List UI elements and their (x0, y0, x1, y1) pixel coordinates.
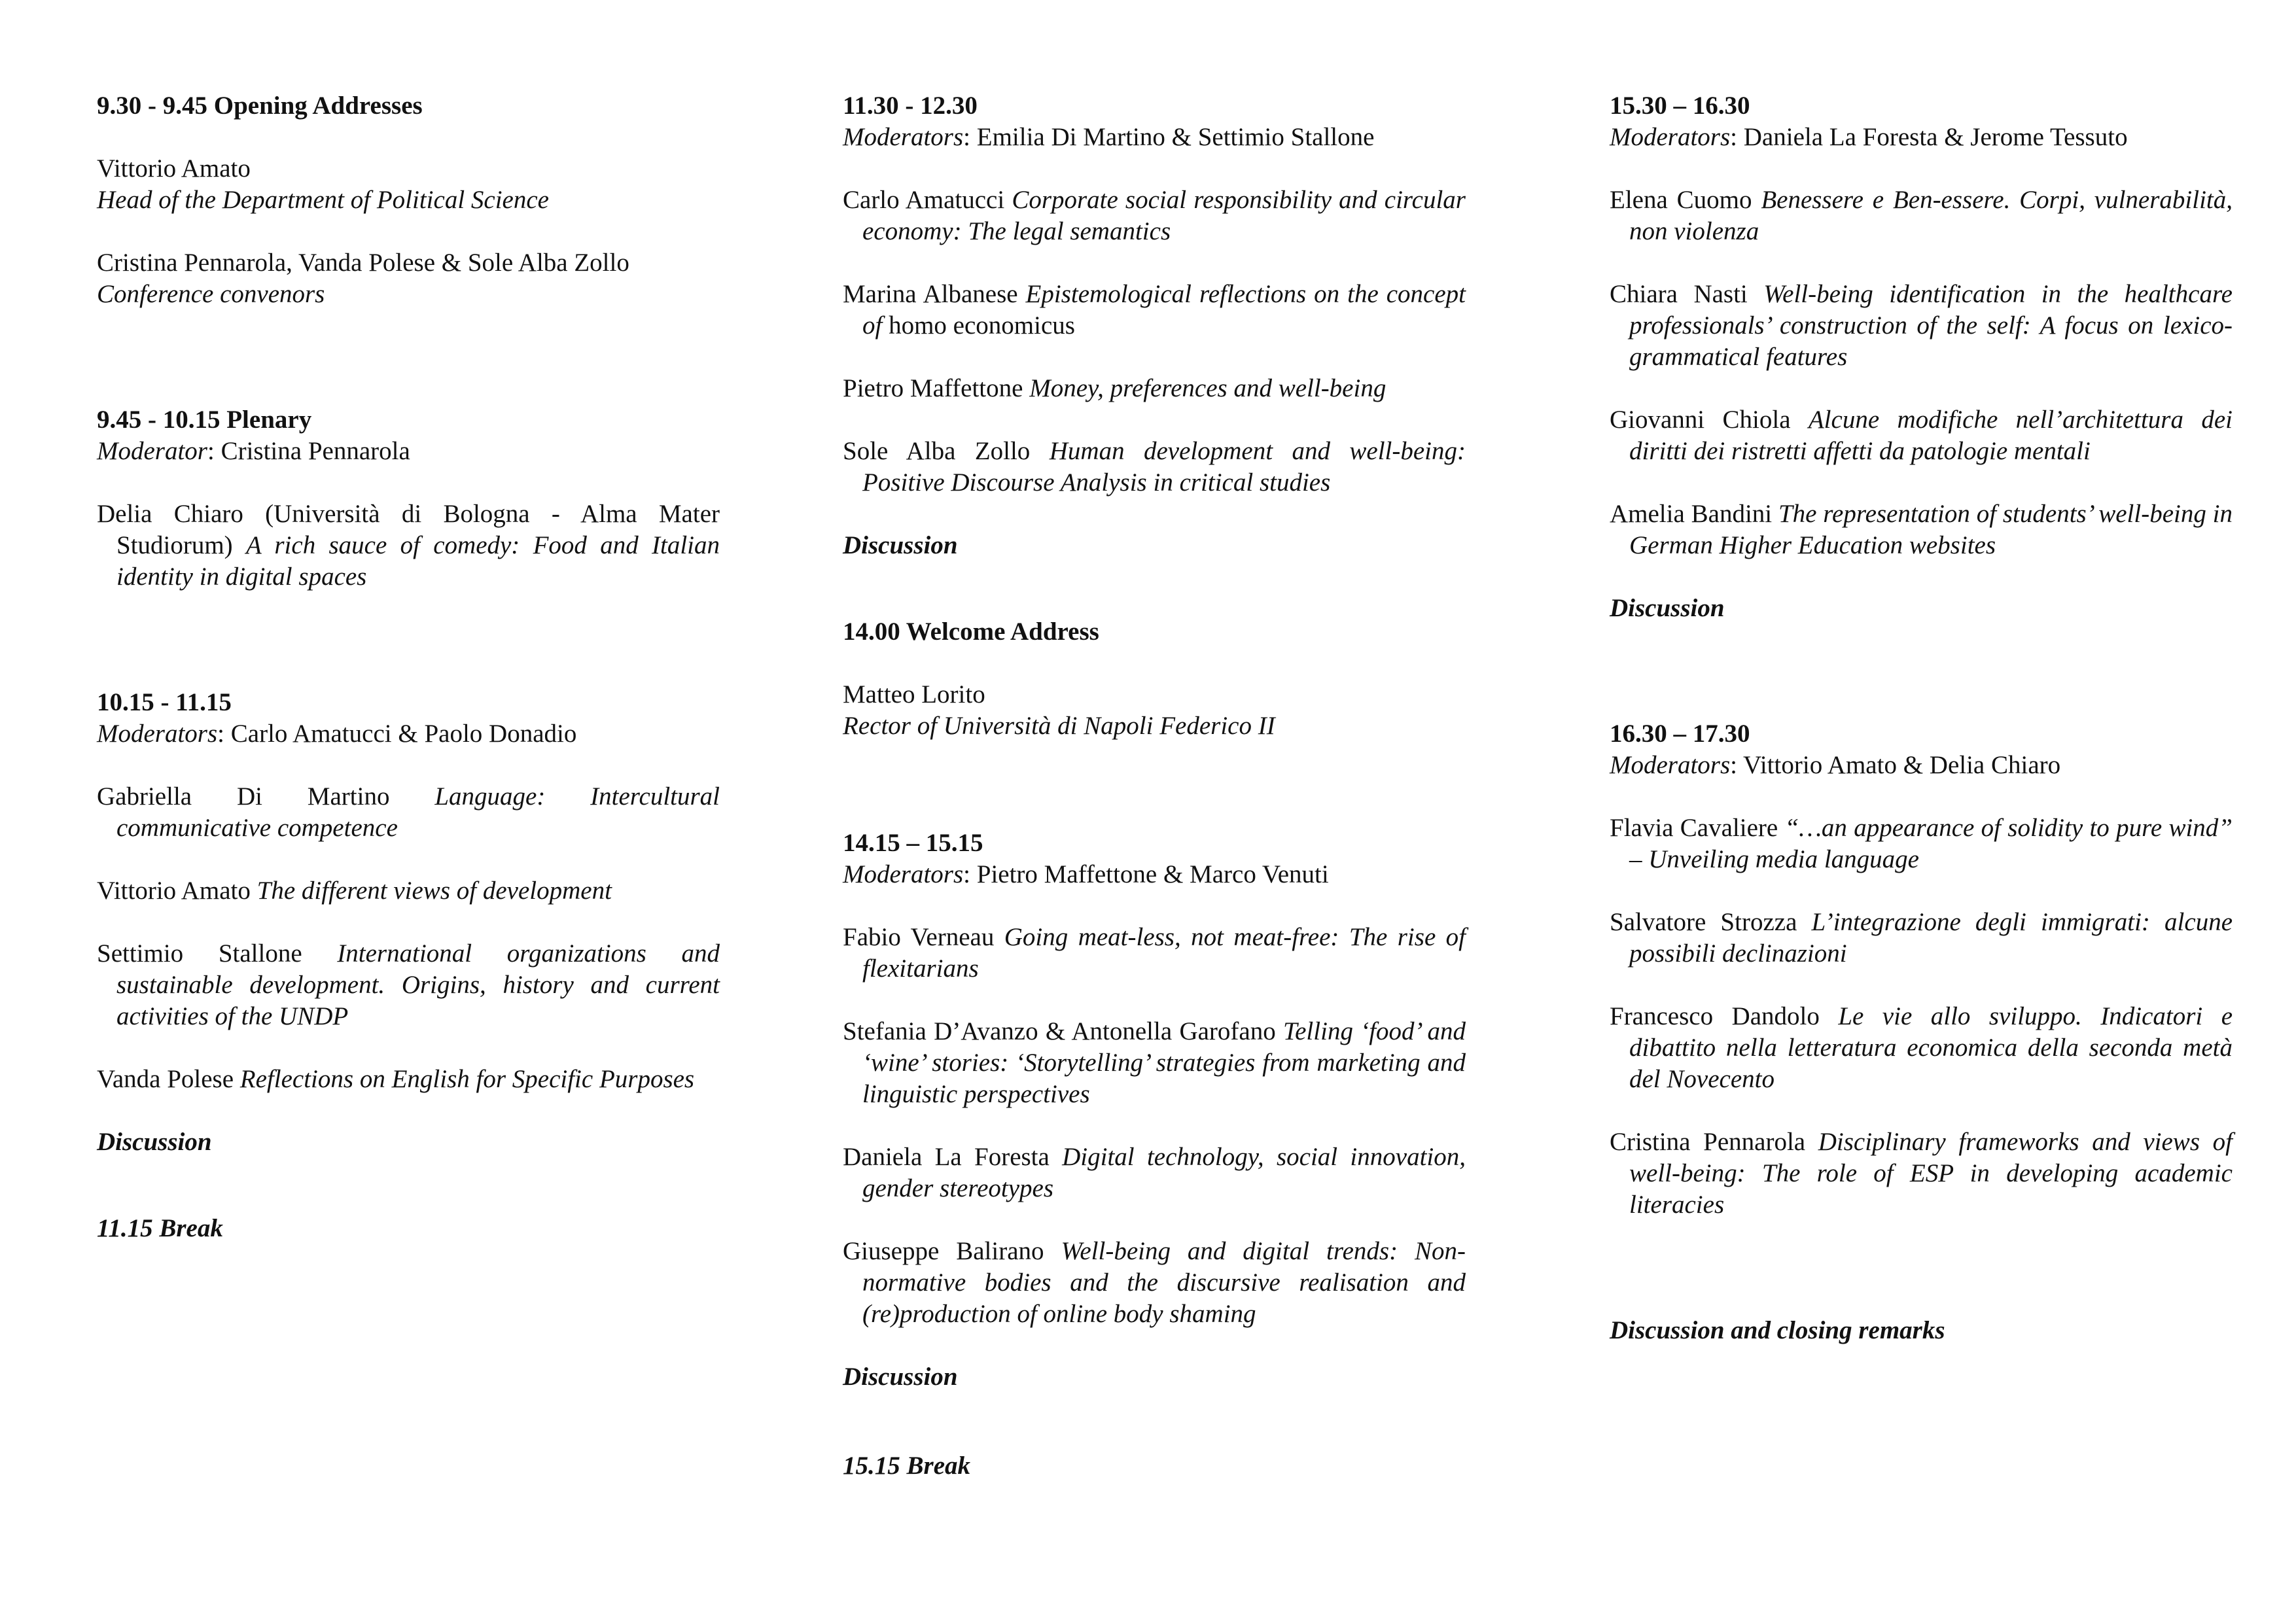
talk-title: International organizations and sustainable development. Origins, history and current activities of the UNDP (116, 939, 720, 1030)
moderators-line (843, 859, 1466, 890)
moderator-label: Moderators (1610, 751, 1731, 779)
speaker-block (97, 153, 720, 216)
session-title-1: 10.15 - 11.15 (97, 688, 232, 716)
talk-title: A rich sauce of comedy: Food and Italian identity in digital spaces (116, 531, 720, 591)
moderator-names: : Emilia Di Martino & Settimio Stallone (963, 123, 1375, 151)
talk-entry (97, 938, 720, 1032)
speaker-name: Vittorio Amato (97, 154, 251, 183)
speaker-role: Conference convenors (97, 280, 325, 308)
session-title-welcome: 14.00 Welcome Address (843, 618, 1099, 646)
talk-speaker: Francesco Dandolo (1610, 1002, 1820, 1030)
moderator-names: : Pietro Maffettone & Marco Venuti (963, 860, 1329, 888)
talk-speaker: Fabio Verneau (843, 923, 995, 951)
talk-title: Language: Intercultural communicative competence (116, 782, 720, 842)
talk-title: Human development and well-being: Positive Discourse Analysis in critical studies (862, 437, 1466, 497)
talk-speaker: Cristina Pennarola (1610, 1128, 1806, 1156)
discussion-label: Discussion (843, 531, 958, 559)
talk-entry (1610, 1126, 2233, 1221)
break-label: 11.15 Break (97, 1214, 223, 1242)
talk-title: Digital technology, social innovation, gender stereotypes (862, 1143, 1466, 1202)
talk-speaker: Pietro Maffettone (843, 374, 1023, 402)
discussion-label: Discussion (843, 1363, 958, 1391)
session-title-plenary: 9.45 - 10.15 Plenary (97, 406, 312, 434)
moderator-names: : Daniela La Foresta & Jerome Tessuto (1730, 123, 2128, 151)
talk-entry (843, 1142, 1466, 1204)
talk-entry (843, 279, 1466, 341)
talk-speaker: Sole Alba Zollo (843, 437, 1031, 465)
talk-speaker: Marina Albanese (843, 280, 1018, 308)
moderators-line (97, 718, 720, 750)
talk-speaker: Vanda Polese (97, 1065, 234, 1093)
talk-speaker: Chiara Nasti (1610, 280, 1748, 308)
talk-speaker: Flavia Cavaliere (1610, 814, 1778, 842)
talk-speaker: Vittorio Amato (97, 877, 251, 905)
column-3 (1610, 90, 2233, 1346)
talk-title: Benessere e Ben-essere. Corpi, vulnerabilità, non violenza (1629, 186, 2233, 245)
talk-title: Epistemological reflections on the concept of (862, 280, 1466, 340)
session-title-opening: 9.30 - 9.45 Opening Addresses (97, 92, 423, 120)
closing-remarks-label: Discussion and closing remarks (1610, 1316, 1945, 1344)
talk-title: Well-being and digital trends: Non-normative bodies and the discursive realisation and (re)production of online body shaming (862, 1237, 1466, 1328)
talk-title-term: homo economicus (889, 311, 1075, 340)
talk-entry (1610, 907, 2233, 969)
talk-entry (97, 781, 720, 844)
talk-title: Alcune modifiche nell’architettura dei diritti dei ristretti affetti da patologie mentali (1629, 406, 2233, 465)
session-title-5: 16.30 – 17.30 (1610, 720, 1750, 748)
talk-speaker: Giovanni Chiola (1610, 406, 1791, 434)
moderator-names: : Cristina Pennarola (207, 437, 410, 465)
moderator-label: Moderators (843, 860, 964, 888)
break-label: 15.15 Break (843, 1452, 970, 1480)
talk-entry (843, 184, 1466, 247)
talk-speaker: Amelia Bandini (1610, 500, 1773, 528)
talk-entry (97, 498, 720, 593)
talk-entry (1610, 812, 2233, 875)
talk-entry (843, 922, 1466, 985)
talk-title: Telling ‘food’ and ‘wine’ stories: ‘Storytelling’ strategies from marketing and linguistic perspectives (862, 1017, 1466, 1108)
speaker-block (97, 247, 720, 310)
talk-entry (1610, 184, 2233, 247)
talk-speaker: Settimio Stallone (97, 939, 302, 968)
speaker-role: Head of the Department of Political Science (97, 186, 549, 214)
talk-title: Le vie allo sviluppo. Indicatori e dibattito nella letteratura economica della seconda metà del Novecento (1629, 1002, 2233, 1093)
talk-title: Corporate social responsibility and circular economy: The legal semantics (862, 186, 1466, 245)
session-title-2: 11.30 - 12.30 (843, 92, 978, 120)
talk-title: Well-being identification in the healthcare professionals’ construction of the self: A focus on lexico-grammatical features (1629, 280, 2233, 371)
moderator-names: : Vittorio Amato & Delia Chiaro (1730, 751, 2061, 779)
talk-entry (843, 1236, 1466, 1330)
talk-entry (843, 1016, 1466, 1110)
talk-speaker: Gabriella Di Martino (97, 782, 390, 811)
talk-entry (97, 1064, 720, 1095)
talk-speaker: Salvatore Strozza (1610, 908, 1797, 936)
talk-entry (1610, 279, 2233, 373)
moderators-line (97, 436, 720, 467)
talk-title: Money, preferences and well-being (1029, 374, 1386, 402)
moderator-label: Moderators (1610, 123, 1731, 151)
moderator-label: Moderators (843, 123, 964, 151)
talk-speaker: Elena Cuomo (1610, 186, 1752, 214)
talk-title: Reflections on English for Specific Purposes (239, 1065, 695, 1093)
column-2 (843, 90, 1466, 1482)
speaker-name: Matteo Lorito (843, 680, 985, 708)
talk-entry (97, 875, 720, 907)
talk-speaker: Carlo Amatucci (843, 186, 1005, 214)
moderator-label: Moderators (97, 720, 218, 748)
talk-entry (843, 373, 1466, 404)
column-1 (97, 90, 720, 1244)
discussion-label: Discussion (97, 1128, 212, 1156)
talk-entry (1610, 498, 2233, 561)
talk-entry (1610, 404, 2233, 467)
talk-speaker: Daniela La Foresta (843, 1143, 1050, 1171)
talk-entry (1610, 1001, 2233, 1095)
talk-speaker: Giuseppe Balirano (843, 1237, 1044, 1265)
talk-title: “…an appearance of solidity to pure wind” – Unveiling media language (1629, 814, 2233, 873)
moderators-line (1610, 750, 2233, 781)
talk-speaker: Delia Chiaro (Università di Bologna - Alma Mater Studiorum) (97, 500, 720, 559)
moderator-names: : Carlo Amatucci & Paolo Donadio (217, 720, 577, 748)
discussion-label: Discussion (1610, 594, 1725, 622)
moderators-line (1610, 122, 2233, 153)
talk-title: L’integrazione degli immigrati: alcune possibili declinazioni (1629, 908, 2233, 968)
talk-speaker: Stefania D’Avanzo & Antonella Garofano (843, 1017, 1276, 1045)
moderator-label: Moderator (97, 437, 207, 465)
speaker-name: Cristina Pennarola, Vanda Polese & Sole Alba Zollo (97, 249, 629, 277)
speaker-block (843, 679, 1466, 742)
talk-title: Going meat-less, not meat-free: The rise of flexitarians (862, 923, 1466, 983)
talk-title: The representation of students’ well-being in German Higher Education websites (1629, 500, 2233, 559)
talk-entry (843, 436, 1466, 498)
session-title-3: 14.15 – 15.15 (843, 829, 983, 857)
session-title-4: 15.30 – 16.30 (1610, 92, 1750, 120)
talk-title: Disciplinary frameworks and views of well-being: The role of ESP in developing academic literacies (1629, 1128, 2233, 1219)
moderators-line (843, 122, 1466, 153)
talk-title: The different views of development (256, 877, 612, 905)
speaker-role: Rector of Università di Napoli Federico II (843, 712, 1275, 740)
